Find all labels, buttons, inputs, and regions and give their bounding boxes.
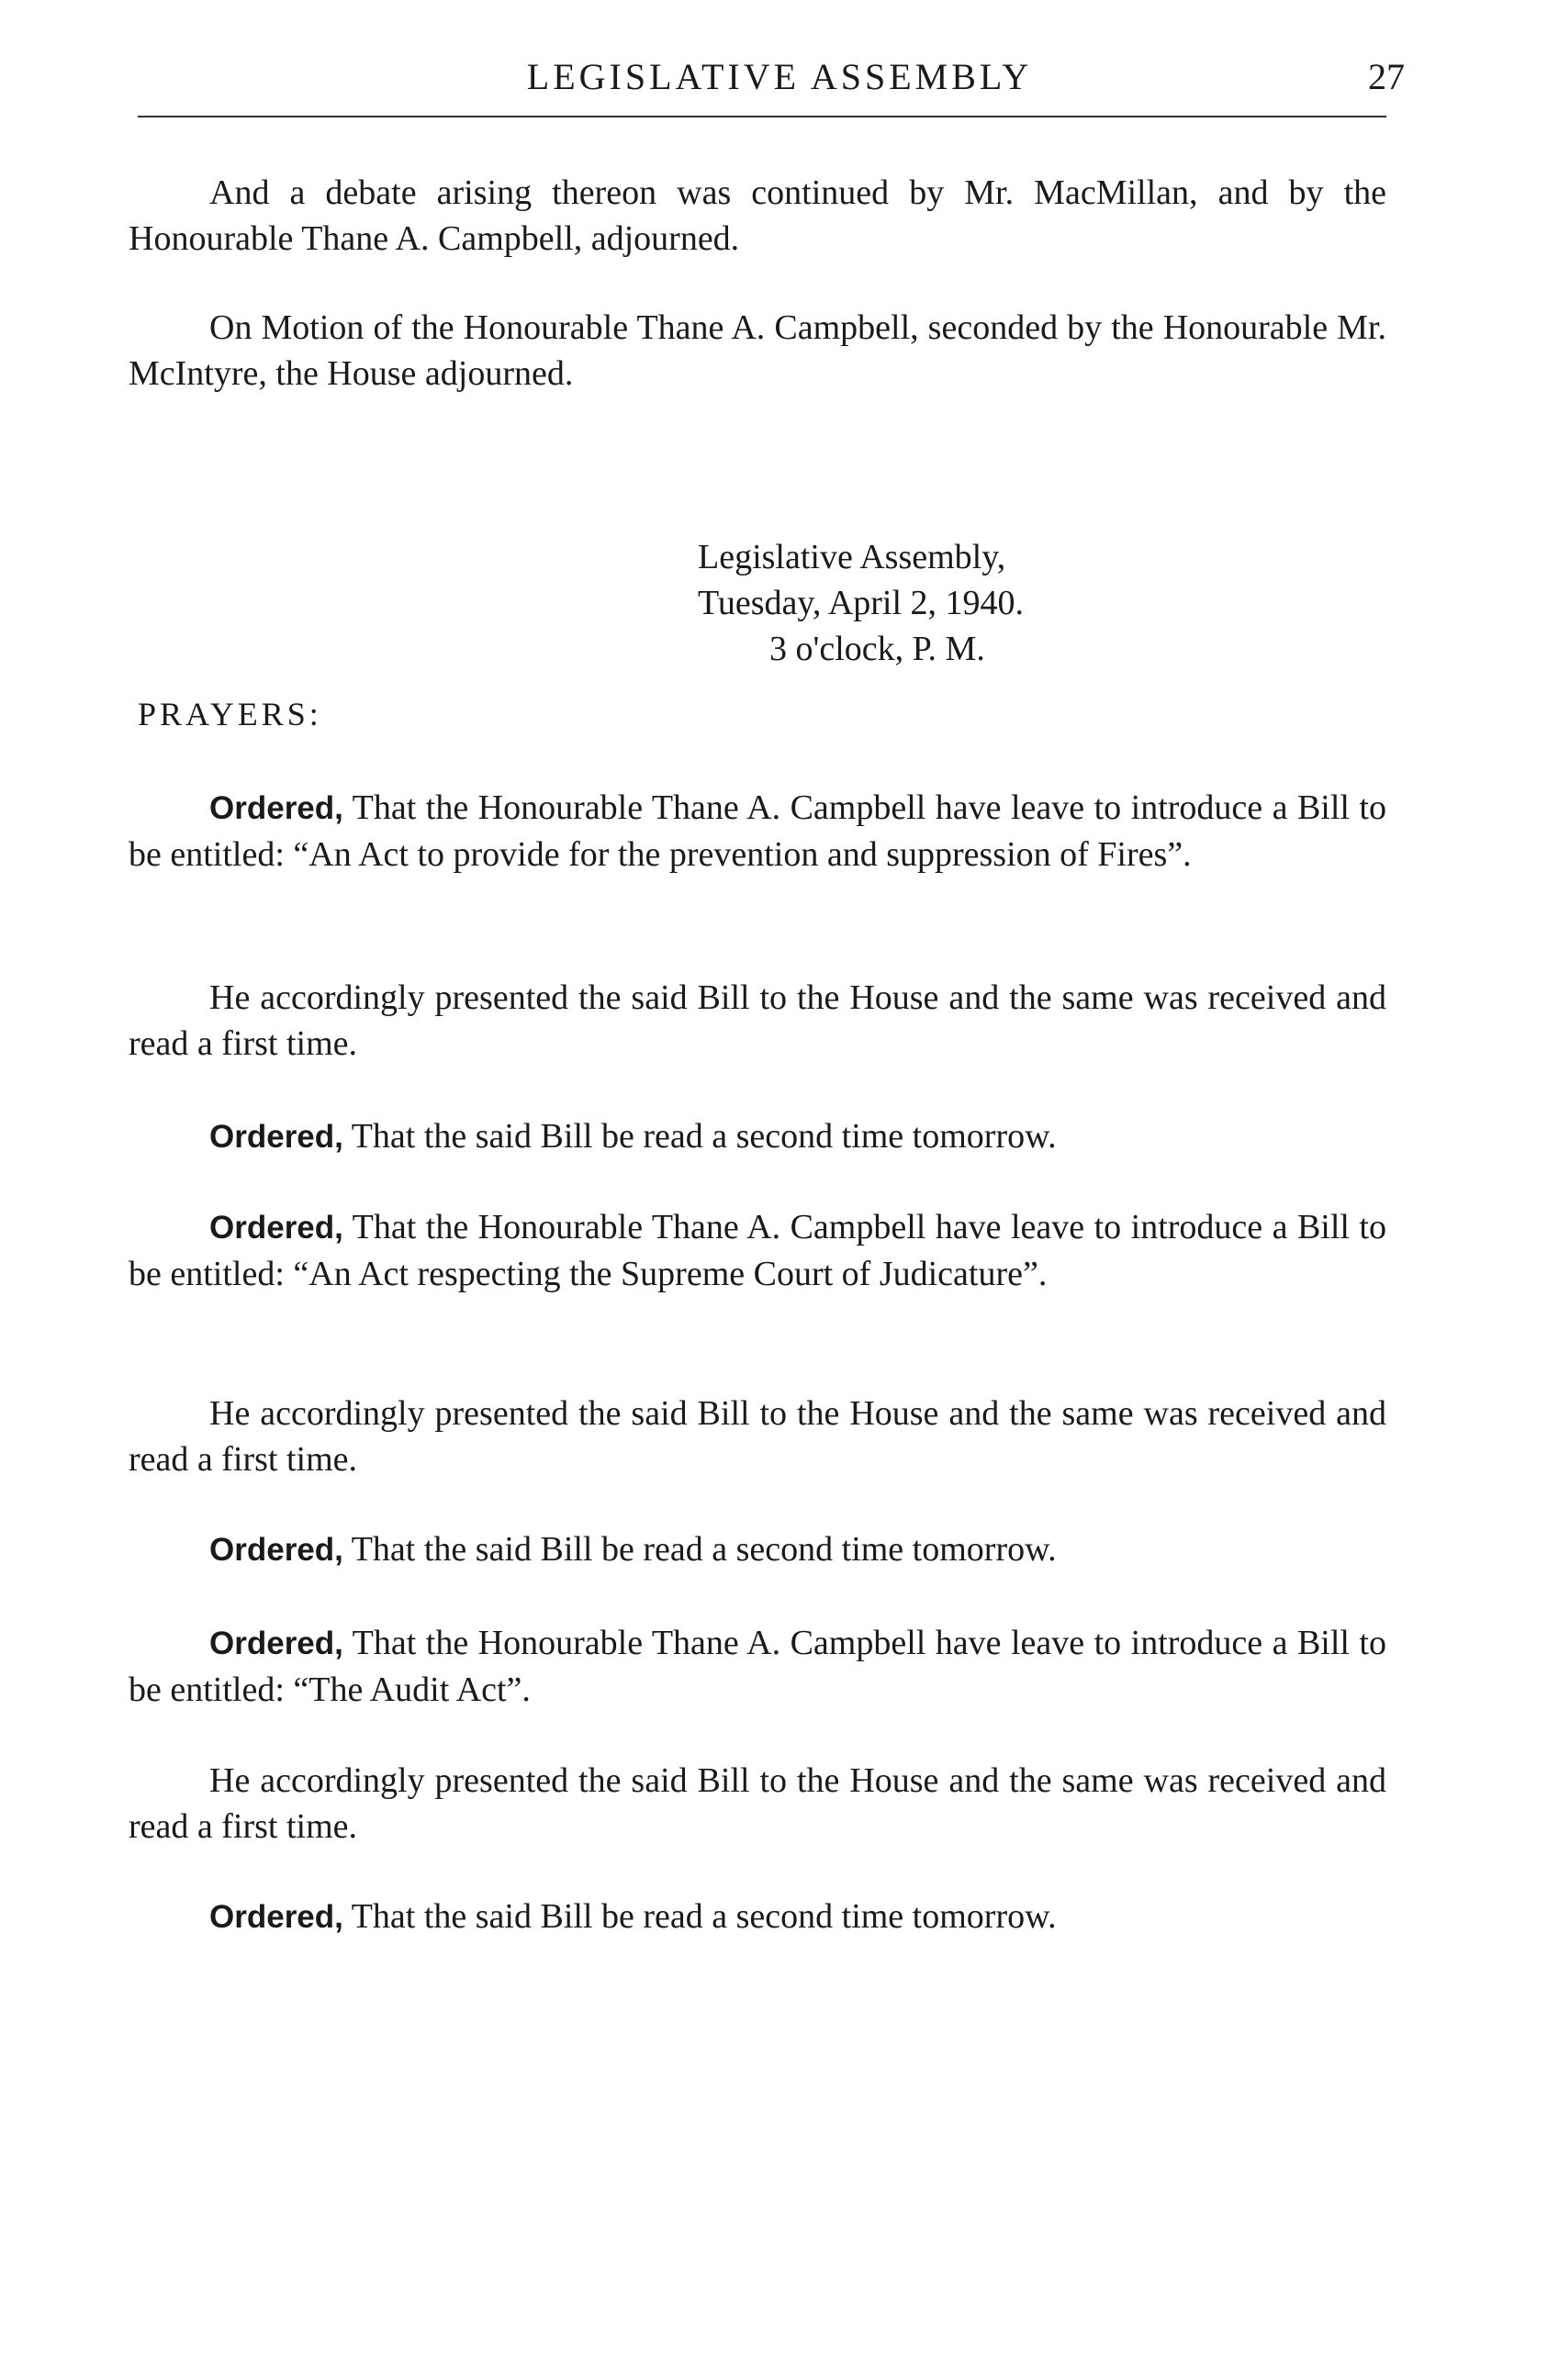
sitting-place: Legislative Assembly,: [698, 538, 1006, 576]
sitting-dateline: [698, 534, 1340, 672]
adjournment-paragraph: On Motion of the Honourable Thane A. Campbell, seconded by the Honourable Mr. McIntyre, the House adjourned.: [129, 308, 1386, 393]
order-paragraph: [129, 1113, 1386, 1160]
header-rule: [138, 116, 1386, 117]
order-paragraph: [129, 1526, 1386, 1573]
presentation-text: He accordingly presented the said Bill to the House and the same was received and read a first time.: [129, 1761, 1386, 1846]
order-text: That the Honourable Thane A. Campbell have leave to introduce a Bill to be entitled: “An Act respecting the Supreme Court of Judicature”.: [129, 1208, 1386, 1293]
order-text: That the said Bill be read a second time tomorrow.: [342, 1897, 1057, 1936]
order-paragraph: [129, 785, 1386, 877]
presentation-text: He accordingly presented the said Bill to the House and the same was received and read a first time.: [129, 978, 1386, 1063]
presentation-paragraph: [129, 975, 1386, 1067]
debate-paragraph: And a debate arising thereon was continued by Mr. MacMillan, and by the Honourable Thane A. Campbell, adjourned.: [129, 173, 1386, 258]
order-lead: Ordered,: [209, 790, 343, 826]
order-lead: Ordered,: [209, 1119, 343, 1155]
order-text: That the said Bill be read a second time tomorrow.: [342, 1530, 1057, 1569]
order-lead: Ordered,: [209, 1532, 343, 1568]
order-text: That the Honourable Thane A. Campbell have leave to introduce a Bill to be entitled: “An Act to provide for the prevention and suppression of Fires”.: [129, 788, 1386, 874]
order-lead: Ordered,: [209, 1899, 343, 1935]
order-paragraph: [129, 1204, 1386, 1297]
order-text: That the said Bill be read a second time tomorrow.: [342, 1117, 1057, 1156]
prayers-heading: PRAYERS:: [138, 696, 322, 732]
page-number: 27: [1368, 56, 1405, 97]
sitting-date: Tuesday, April 2, 1940.: [698, 584, 1025, 622]
order-lead: Ordered,: [209, 1626, 343, 1661]
order-paragraph: [129, 1620, 1386, 1713]
order-lead: Ordered,: [209, 1210, 343, 1246]
presentation-paragraph: [129, 1758, 1386, 1849]
running-head: LEGISLATIVE ASSEMBLY: [526, 56, 1033, 97]
order-paragraph: [129, 1894, 1386, 1940]
presentation-text: He accordingly presented the said Bill to the House and the same was received and read a first time.: [129, 1394, 1386, 1479]
presentation-paragraph: [129, 1391, 1386, 1482]
sitting-time: 3 o'clock, P. M.: [769, 630, 985, 668]
order-text: That the Honourable Thane A. Campbell have leave to introduce a Bill to be entitled: “The Audit Act”.: [129, 1624, 1386, 1709]
